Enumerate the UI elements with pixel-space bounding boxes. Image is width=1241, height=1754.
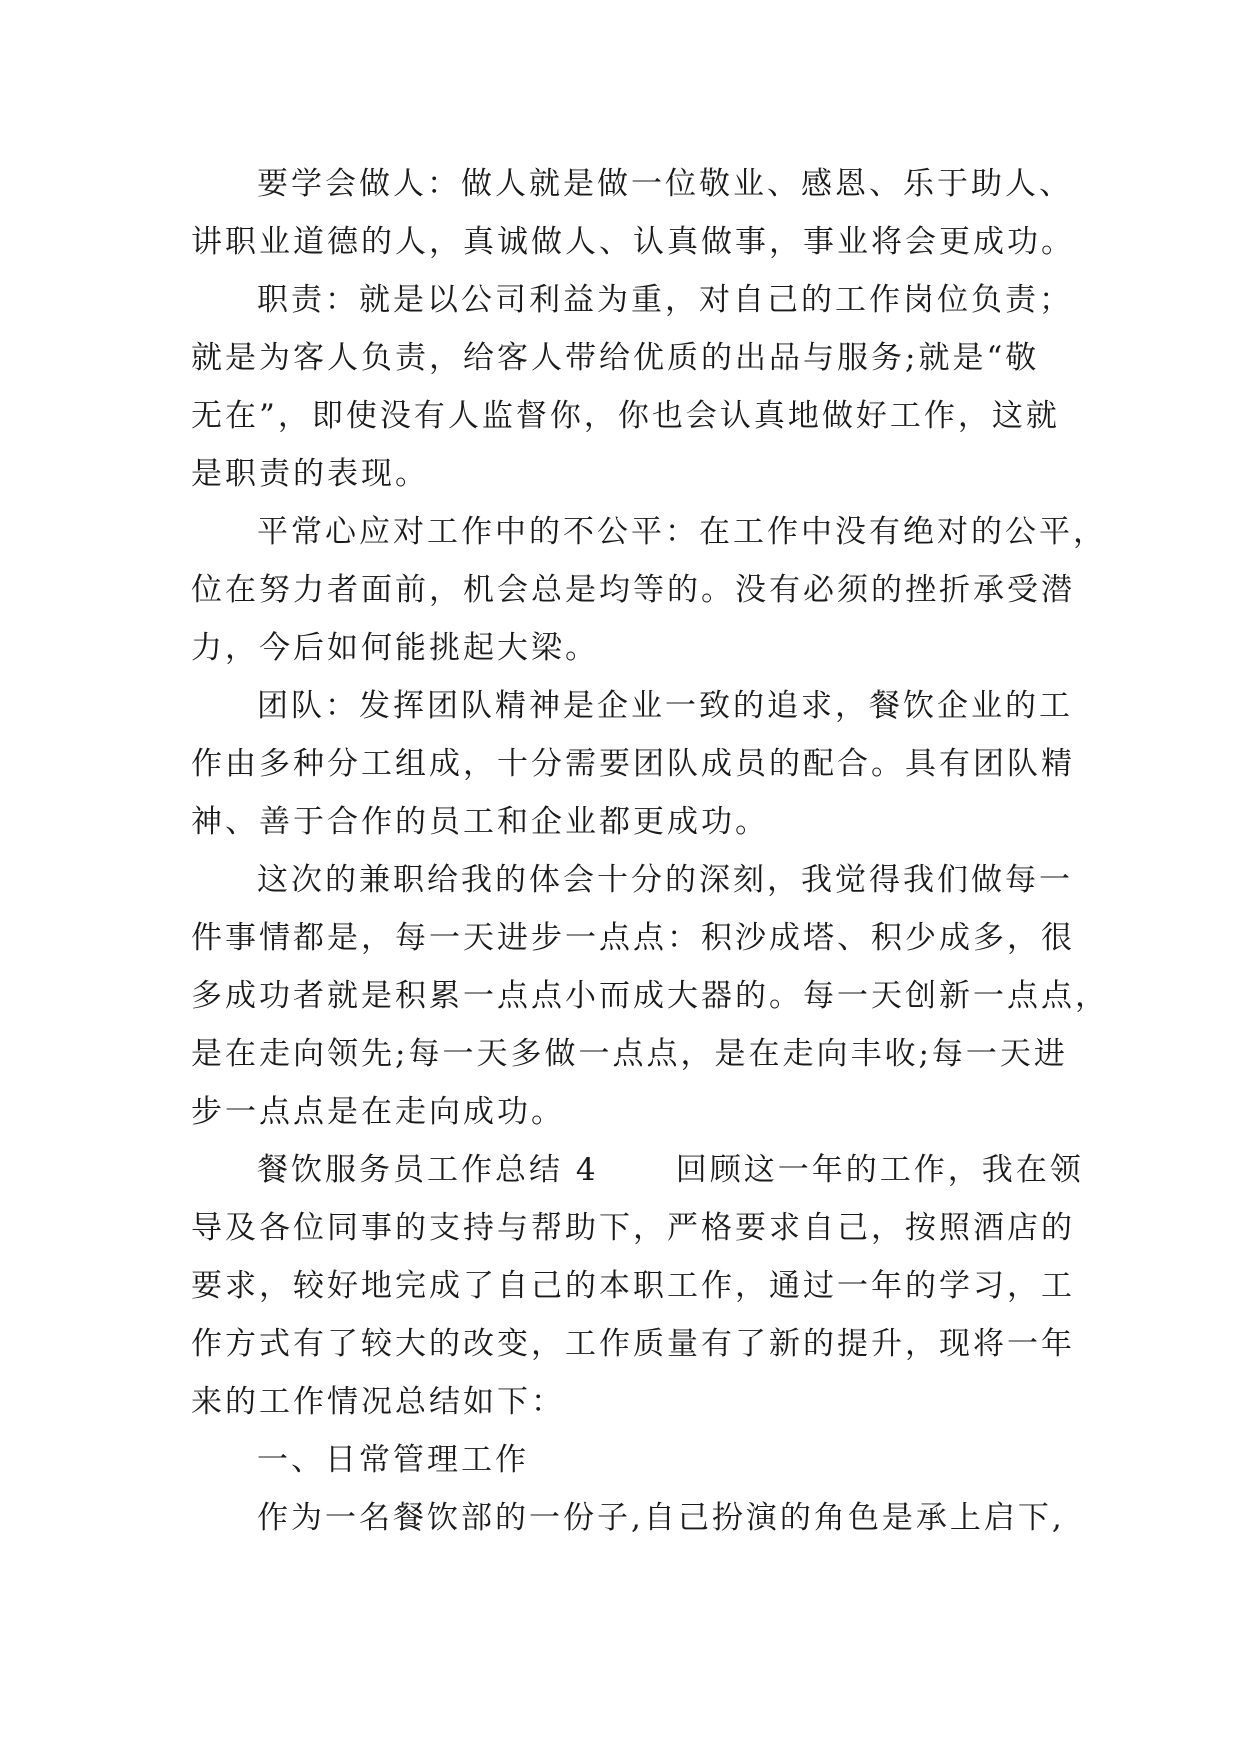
text-line: 神、善于合作的员工和企业都更成功。 xyxy=(191,804,769,840)
text-line: 要学会做人：做人就是做一位敬业、感恩、乐于助人、 xyxy=(257,166,1073,202)
text-line: 平常心应对工作中的不公平：在工作中没有绝对的公平， xyxy=(257,514,1107,550)
text-line: 力，今后如何能挑起大梁。 xyxy=(191,630,599,666)
text-line: 要求，较好地完成了自己的本职工作，通过一年的学习，工 xyxy=(191,1268,1075,1304)
text-line: 无在”，即使没有人监督你，你也会认真地做好工作，这就 xyxy=(191,398,1060,434)
text-line: 来的工作情况总结如下： xyxy=(191,1384,565,1420)
text-line: 一、日常管理工作 xyxy=(257,1442,529,1478)
text-line: 是职责的表现。 xyxy=(191,456,429,492)
text-line: 讲职业道德的人，真诚做人、认真做事，事业将会更成功。 xyxy=(191,224,1075,260)
text-line: 作为一名餐饮部的一份子,自己扮演的角色是承上启下, xyxy=(257,1500,1065,1536)
text-line: 作由多种分工组成，十分需要团队成员的配合。具有团队精 xyxy=(191,746,1075,782)
text-line: 件事情都是，每一天进步一点点：积沙成塔、积少成多，很 xyxy=(191,920,1075,956)
text-line: 作方式有了较大的改变，工作质量有了新的提升，现将一年 xyxy=(191,1326,1075,1362)
document-body xyxy=(191,155,1109,1547)
text-line: 职责：就是以公司利益为重，对自己的工作岗位负责； xyxy=(257,282,1073,318)
text-line: 就是为客人负责，给客人带给优质的出品与服务;就是“敬 xyxy=(191,340,1040,376)
text-line: 团队：发挥团队精神是企业一致的追求，餐饮企业的工 xyxy=(257,688,1073,724)
text-line: 导及各位同事的支持与帮助下，严格要求自己，按照酒店的 xyxy=(191,1210,1075,1246)
text-line: 这次的兼职给我的体会十分的深刻，我觉得我们做每一 xyxy=(257,862,1073,898)
text-line: 多成功者就是积累一点点小而成大器的。每一天创新一点点， xyxy=(191,978,1109,1014)
text-line: 是在走向领先;每一天多做一点点，是在走向丰收;每一天进 xyxy=(191,1036,1068,1072)
text-line: 步一点点是在走向成功。 xyxy=(191,1094,565,1130)
text-line: 餐饮服务员工作总结 4 回顾这一年的工作，我在领 xyxy=(257,1152,1084,1188)
text-line: 位在努力者面前，机会总是均等的。没有必须的挫折承受潜 xyxy=(191,572,1075,608)
